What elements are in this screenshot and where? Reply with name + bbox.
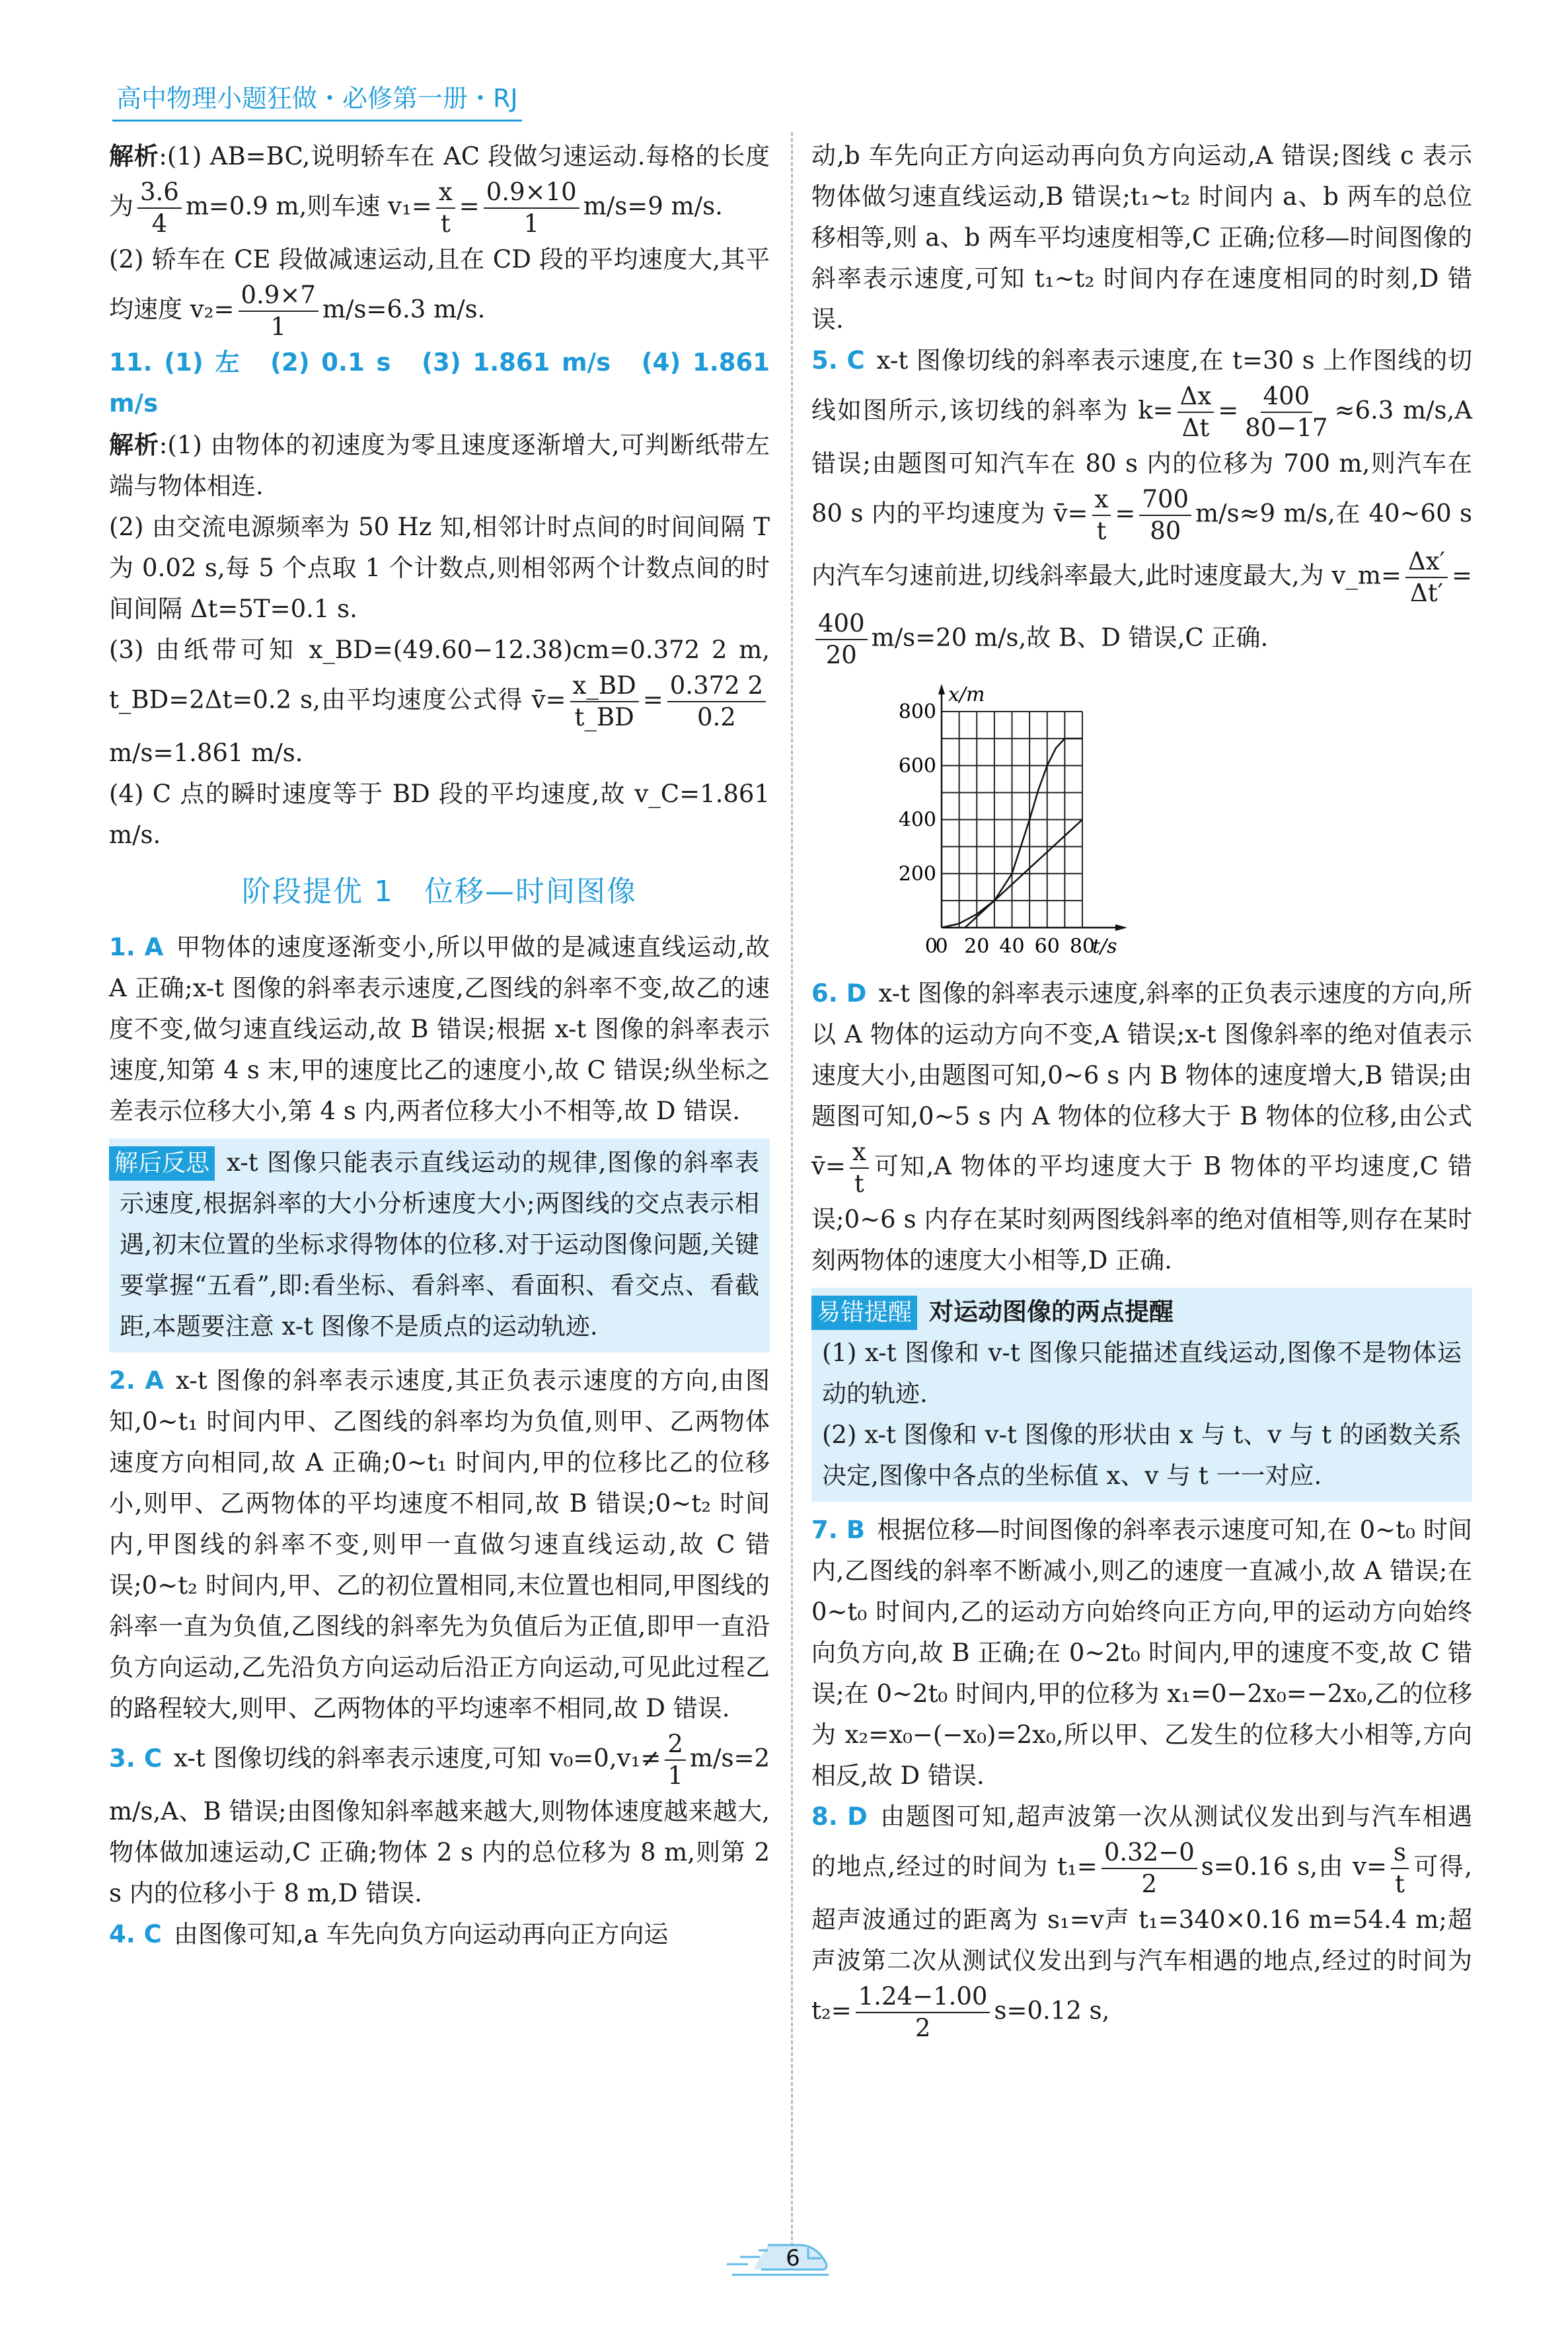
fraction-denominator: 0.2 — [696, 703, 736, 731]
y-axis-label: x/m — [948, 683, 985, 706]
warning-tag: 易错提醒 — [811, 1296, 917, 1330]
fraction — [1177, 381, 1214, 443]
y-tick-label: 200 — [898, 862, 936, 886]
text-run: (2) 轿车在 CE 段做减速运动,且在 CD 段的平均速度大,其平均速度 v₂= — [109, 245, 770, 324]
fraction — [137, 177, 182, 239]
analysis-11-part2 — [109, 507, 770, 630]
fraction-denominator: t — [1096, 517, 1107, 545]
fraction-denominator: 1 — [523, 209, 540, 238]
fraction — [856, 1981, 990, 2044]
fraction — [1101, 1837, 1197, 1900]
fraction-denominator: t_BD — [574, 703, 634, 731]
fraction-numerator: 0.9×7 — [239, 280, 318, 312]
answer-3 — [109, 1729, 770, 1914]
fraction-numerator: x_BD — [570, 671, 639, 702]
fraction-numerator: 400 — [1261, 381, 1313, 413]
text-run: m/s=9 m/s. — [583, 192, 723, 221]
text-run: x-t 图像的斜率表示速度,斜率的正负表示速度的方向,所以 A 物体的运动方向不变,A 错误;x-t 图像斜率的绝对值表示速度大小,由题图可知,0~6 s 内 B 物体的速度增大,B 错误;由题图可知,0~5 s 内 A 物体的位移大于 B 物体的位移,由公式 v̄= — [811, 979, 1472, 1181]
right-column — [811, 135, 1472, 2044]
x-tick-label: 60 — [1034, 935, 1060, 958]
analysis-11-part3 — [109, 630, 770, 774]
x-tick-label: 80 — [1069, 935, 1096, 958]
answer-label: 11. (1) 左 (2) 0.1 s (3) 1.861 m/s (4) 1.861 m/s — [109, 348, 770, 418]
text-run: (1) x-t 图像和 v-t 图像只能描述直线运动,图像不是物体运动的轨迹. — [822, 1339, 1462, 1408]
analysis-label: 解析 — [109, 141, 159, 170]
fraction-denominator: 20 — [825, 641, 857, 669]
text-run: 甲物体的速度逐渐变小,所以甲做的是减速直线运动,故 A 正确;x-t 图像的斜率表示速度,乙图线的斜率不变,故乙的速度不变,做匀速直线运动,故 B 错误;根据 x-t 图像的斜率表示速度,知第 4 s 末,甲的速度比乙的速度小,故 C 错误;纵坐标之差表示位移大小,第 4 s 内,两者位移大小不相等,故 D 错误. — [109, 933, 770, 1125]
fraction — [484, 177, 579, 239]
fraction — [850, 1137, 869, 1199]
text-run: :(1) 由物体的初速度为零且速度逐渐增大,可判断纸带左端与物体相连. — [109, 431, 770, 500]
fraction-numerator: Δx′ — [1405, 546, 1448, 578]
x-tick-label: 40 — [999, 935, 1025, 958]
answer-label: 5. C — [811, 346, 865, 375]
answer-4-continued — [811, 135, 1472, 340]
fraction-denominator: 4 — [151, 209, 168, 238]
x-tick-label: 0 — [935, 935, 948, 958]
fraction-numerator: Δx — [1177, 381, 1214, 413]
fraction-denominator: 80−17 — [1245, 414, 1328, 442]
reflection-tag: 解后反思 — [109, 1146, 215, 1181]
answer-11 — [109, 342, 770, 424]
warning-item-2 — [822, 1415, 1462, 1496]
fraction — [1139, 484, 1191, 546]
xt-chart-svg — [811, 679, 1472, 969]
answer-label: 6. D — [811, 979, 867, 1008]
fraction-numerator: x — [436, 177, 455, 209]
fraction — [570, 671, 639, 733]
section-title: 阶段提优 1 位移—时间图像 — [242, 875, 637, 908]
reflection-text — [120, 1148, 759, 1341]
text-run: :(1) AB=BC,说明轿车在 AC 段做匀速运动.每格的长度为 — [109, 142, 770, 221]
text-run: 由图像可知,a 车先向负方向运动再向正方向运 — [173, 1920, 669, 1948]
text-run: 动,b 车先向正方向运动再向负方向运动,A 错误;图线 c 表示物体做匀速直线运动,B 错误;t₁~t₂ 时间内 a、b 两车的总位移相等,则 a、b 两车平均速度相等,C 正确;位移—时间图像的斜率表示速度,可知 t₁~t₂ 时间内存在速度相同的时刻,D 错误. — [811, 141, 1472, 334]
x-tick-label: 20 — [964, 935, 990, 958]
text-run: m/s≈9 m/s,在 40~60 s 内汽车匀速前进,切线斜率最大,此时速度最大,为 v_m= — [811, 499, 1472, 590]
answer-4 — [109, 1914, 770, 1955]
answer-label: 1. A — [109, 933, 164, 961]
text-run: m=0.9 m,则车速 v₁= — [185, 192, 432, 221]
answer-5 — [811, 340, 1472, 671]
y-tick-label: 400 — [898, 808, 936, 832]
text-run: 根据位移—时间图像的斜率表示速度可知,在 0~t₀ 时间内,乙图线的斜率不断减小,则乙的速度一直减小,故 A 错误;在 0~t₀ 时间内,乙的运动方向始终向正方向,甲的运动方向始终向负方向,故 B 正确;在 0~2t₀ 时间内,甲的速度不变,故 C 错误;在 0~2t₀ 时间内,甲的位移为 x₁=0−2x₀=−2x₀,乙的位移为 x₂=x₀−(−x₀)=2x₀,所以甲、乙发生的位移大小相等,方向相反,故 D 错误. — [811, 1516, 1472, 1790]
text-run: 可得,超声波通过的距离为 s₁=v声 t₁=340×0.16 m=54.4 m;超声波第二次从测试仪发出到与汽车相遇的地点,经过的时间为 t₂= — [811, 1852, 1472, 2025]
answer-label: 2. A — [109, 1366, 165, 1395]
text-run: = — [1218, 396, 1239, 425]
fraction-numerator: x — [1092, 484, 1111, 516]
text-run: (4) C 点的瞬时速度等于 BD 段的平均速度,故 v_C=1.861 m/s. — [109, 780, 770, 849]
reflection-box — [109, 1138, 770, 1352]
text-run: s=0.12 s, — [994, 1996, 1110, 2025]
fraction-numerator: 700 — [1139, 484, 1191, 516]
fraction-denominator: Δt′ — [1409, 579, 1443, 607]
analysis-10-part1 — [109, 135, 770, 239]
answer-label: 4. C — [109, 1920, 162, 1948]
text-run: m/s=6.3 m/s. — [322, 295, 486, 324]
text-run: m/s=2 m/s,A、B 错误;由图像知斜率越来越大,则物体速度越来越大,物体做加速运动,C 正确;物体 2 s 内的总位移为 8 m,则第 2 s 内的位移小于 8 m,D 错误. — [109, 1744, 770, 1907]
x-axis-label: t/s — [1092, 935, 1117, 958]
warning-title: 对运动图像的两点提醒 — [929, 1298, 1174, 1326]
fraction-denominator: Δt — [1181, 414, 1210, 442]
warning-item-1 — [822, 1333, 1462, 1415]
analysis-11-part4 — [109, 774, 770, 856]
left-column — [109, 135, 770, 1955]
text-run: = — [459, 192, 480, 221]
analysis-11-part1 — [109, 424, 770, 507]
fraction-denominator: t — [854, 1169, 864, 1198]
fraction-denominator: 1 — [270, 313, 286, 341]
fraction — [1391, 1837, 1409, 1900]
fraction-numerator: 2 — [665, 1729, 686, 1761]
fraction-numerator: 0.9×10 — [484, 177, 579, 209]
text-run: x-t 图像的斜率表示速度,其正负表示速度的方向,由图知,0~t₁ 时间内甲、乙图线的斜率均为负值,则甲、乙两物体速度方向相同,故 A 正确;0~t₁ 时间内,甲的位移比乙的位移小,则甲、乙两物体的平均速度不相同,故 B 错误;0~t₂ 时间内,甲图线的斜率不变,则甲一直做匀速直线运动,故 C 错误;0~t₂ 时间内,甲、乙的初位置相同,末位置也相同,甲图线的斜率一直为负值,乙图线的斜率先为负值后为正值,即甲一直沿负方向运动,乙先沿负方向运动后沿正方向运动,可见此过程乙的路程较大,则甲、乙两物体的平均速率不相同,故 D 错误. — [109, 1366, 770, 1722]
answer-7 — [811, 1510, 1472, 1796]
x-axis-arrow-icon — [1115, 924, 1127, 931]
fraction — [239, 280, 318, 342]
text-run: x-t 图像切线的斜率表示速度,可知 v₀=0,v₁≠ — [174, 1744, 661, 1773]
fraction-numerator: 400 — [815, 609, 868, 640]
fraction — [665, 1729, 686, 1791]
fraction — [436, 177, 455, 239]
fraction-denominator: 2 — [915, 2014, 931, 2042]
fraction-numerator: 3.6 — [137, 177, 182, 209]
fraction-numerator: 1.24−1.00 — [856, 1981, 990, 2013]
page-number: 6 — [786, 2245, 800, 2271]
text-run: = — [642, 685, 663, 714]
fraction-numerator: s — [1391, 1837, 1409, 1869]
answer-2 — [109, 1360, 770, 1729]
answer-1 — [109, 927, 770, 1132]
y-tick-label: 600 — [898, 754, 936, 778]
text-run: ≈6.3 m/s,A 错误;由题图可知汽车在 80 s 内的位移为 700 m,则汽车在 80 s 内的平均速度为 v̄= — [811, 396, 1472, 528]
x-tick-label-origin: 0 — [924, 935, 938, 958]
fraction — [667, 671, 766, 733]
y-axis-arrow-icon — [938, 684, 945, 694]
fraction-denominator: t — [1395, 1870, 1405, 1898]
text-run: x-t 图像切线的斜率表示速度,在 t=30 s 上作图线的切线如图所示,该切线的斜率为 k= — [811, 346, 1472, 425]
answer-6 — [811, 973, 1472, 1281]
fraction-denominator: 80 — [1150, 517, 1181, 545]
text-run: (2) 由交流电源频率为 50 Hz 知,相邻计时点间的时间间隔 T 为 0.02 s,每 5 个点取 1 个计数点,则相邻两个计数点间的时间间隔 Δt=5T=0.1 s. — [109, 513, 770, 623]
fraction-denominator: 2 — [1141, 1870, 1158, 1898]
fraction-denominator: 1 — [667, 1761, 683, 1790]
text-run: = — [1115, 499, 1136, 528]
fraction — [1405, 546, 1448, 609]
text-run: m/s=1.861 m/s. — [109, 739, 303, 767]
text-run: x-t 图像只能表示直线运动的规律,图像的斜率表示速度,根据斜率的大小分析速度大小;两图线的交点表示相遇,初末位置的坐标求得物体的位移.对于运动图像问题,关键要掌握“五看”,即:看坐标、看斜率、看面积、看交点、看截距,本题要注意 x-t 图像不是质点的运动轨迹. — [120, 1148, 759, 1341]
fraction-numerator: 0.32−0 — [1101, 1837, 1197, 1869]
fraction-numerator: x — [850, 1137, 869, 1169]
xt-chart — [811, 679, 1472, 969]
answer-label: 7. B — [811, 1516, 866, 1544]
text-run: (2) x-t 图像和 v-t 图像的形状由 x 与 t、v 与 t 的函数关系决定,图像中各点的坐标值 x、v 与 t 一一对应. — [822, 1421, 1462, 1490]
text-run: 由题图可知,超声波第一次从测试仪发出到与汽车相遇的地点,经过的时间为 t₁= — [811, 1802, 1472, 1881]
answer-label: 8. D — [811, 1802, 868, 1831]
answer-label: 3. C — [109, 1744, 163, 1773]
text-run: = — [1451, 561, 1472, 590]
fraction-denominator: t — [440, 209, 451, 238]
fraction-numerator: 0.372 2 — [667, 671, 766, 702]
text-run: 可知,A 物体的平均速度大于 B 物体的平均速度,C 错误;0~6 s 内存在某时刻两图线斜率的绝对值相等,则存在某时刻两物体的速度大小相等,D 正确. — [811, 1152, 1472, 1274]
train-icon — [727, 2236, 846, 2276]
text-run: s=0.16 s,由 v= — [1201, 1852, 1387, 1881]
page-number-badge — [727, 2236, 846, 2279]
text-run: m/s=20 m/s,故 B、D 错误,C 正确. — [871, 623, 1269, 652]
warning-box — [811, 1288, 1472, 1502]
answer-8 — [811, 1796, 1472, 2044]
y-tick-label: 800 — [898, 700, 936, 723]
fraction — [1092, 484, 1111, 546]
text-run: (3) 由纸带可知 x_BD=(49.60−12.38)cm=0.372 2 m, t_BD=2Δt=0.2 s,由平均速度公式得 v̄= — [109, 636, 770, 714]
analysis-10-part2 — [109, 239, 770, 342]
book-header: 高中物理小题狂做・必修第一册・RJ — [112, 78, 522, 122]
fraction — [1242, 381, 1330, 443]
fraction — [815, 609, 868, 671]
analysis-label: 解析 — [109, 430, 159, 459]
column-divider — [791, 132, 793, 2246]
